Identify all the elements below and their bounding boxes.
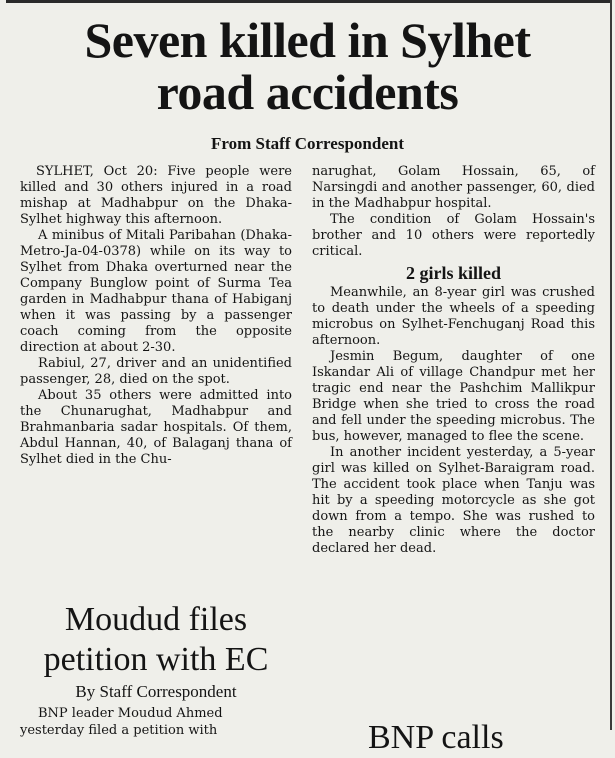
paragraph: In another incident yesterday, a 5-year girl was killed on Sylhet-Baraigram road. The accident took place when Tanju was hit by a speeding motorcycle as she got down from a tempo. She was rushed to the nearby clinic where the doctor declared her dead.	[312, 445, 595, 556]
article-column-2	[312, 164, 595, 557]
subheading: 2 girls killed	[405, 263, 501, 283]
second-headline-line-2: petition with EC	[43, 641, 269, 678]
second-article-cut-line	[20, 723, 292, 738]
second-article-headline	[20, 600, 292, 680]
paragraph: Jesmin Begum, daughter of one Iskandar Ali of village Chandpur met her tragic end near the Pashchim Mallikpur Bridge when she tried to cross the road and fell under the speeding microbus. The bus, however, managed to flee the scene.	[312, 349, 595, 444]
next-article-headline	[368, 718, 608, 756]
article-headline	[0, 14, 615, 118]
second-article-text: BNP leader Moudud Ahmed	[38, 706, 223, 721]
paragraph: About 35 others were admitted into the Chunarughat, Madhabpur and Brahmanbaria sadar hospitals. Of them, Abdul Hannan, 40, of Balaganj thana of Sylhet died in the Chu-	[20, 388, 292, 467]
cut-line-text: yesterday filed a petition with	[20, 723, 218, 738]
paragraph: Rabiul, 27, driver and an unidentified passenger, 28, died on the spot.	[20, 356, 292, 387]
article-column-1	[20, 164, 292, 468]
second-headline-line-1: Moudud files	[64, 601, 248, 638]
article-byline: From Staff Correspondent	[211, 134, 404, 153]
paragraph: SYLHET, Oct 20: Five people were killed and 30 others injured in a road mishap at Madhabpur on the Dhaka-Sylhet highway this afternoon.	[20, 164, 292, 227]
headline-line-2: road accidents	[156, 64, 459, 120]
paragraph: A minibus of Mitali Paribahan (Dhaka-Metro-Ja-04-0378) while on its way to Sylhet from Dhaka overturned near the Company Bunglow point of Surma Tea garden in Madhabpur thana of Habiganj when it was passing by a passenger coach coming from the opposite direction at about 2-30.	[20, 228, 292, 355]
next-headline-text: BNP calls	[368, 719, 504, 756]
paragraph: The condition of Golam Hossain's brother and 10 others were reportedly critical.	[312, 212, 595, 259]
paragraph: Meanwhile, an 8-year girl was crushed to death under the wheels of a speeding microbus on Sylhet-Fenchuganj Road this afternoon.	[312, 285, 595, 348]
headline-line-1: Seven killed in Sylhet	[84, 12, 531, 68]
top-rule	[6, 0, 611, 3]
second-article-byline: By Staff Correspondent	[75, 682, 237, 701]
paragraph: narughat, Golam Hossain, 65, of Narsingdi and another passenger, 60, died in the Madhabpur hospital.	[312, 164, 595, 211]
